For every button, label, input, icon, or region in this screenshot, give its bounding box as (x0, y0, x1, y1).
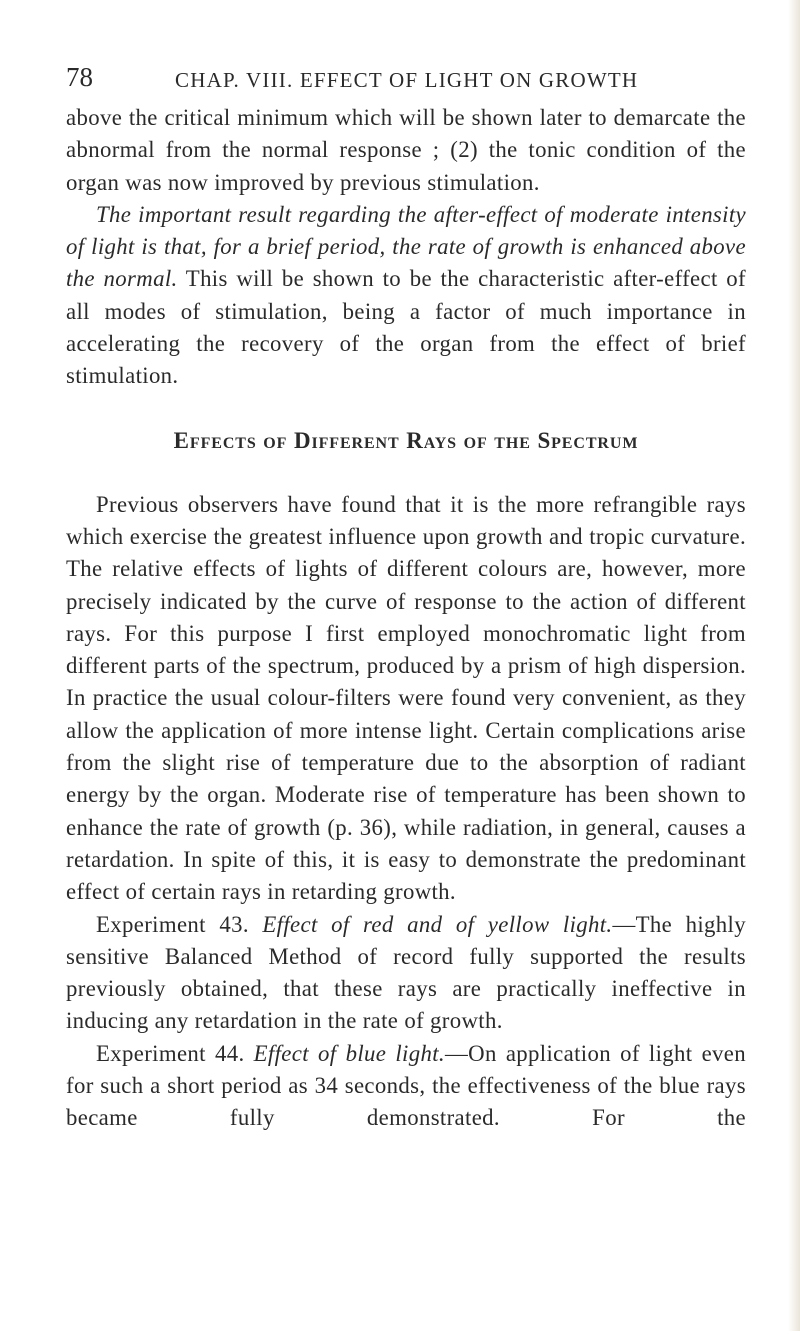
paragraph-previous-observers (66, 489, 746, 909)
paragraph-text: This will be shown to be the characteristic after-effect of all modes of stimulation, being a factor of much importance in accelerating the recovery of the organ from the effect of brief stimulation. (66, 266, 746, 389)
paragraph-text: Previous observers have found that it is the more refrangible rays which exercise the greatest influence upon growth and tropic curvature. The relative effects of lights of different colours are, however, more precisely indicated by the curve of response to the action of different rays. For this purpose I first employed monochromatic light from different parts of the spectrum, produced by a prism of high dispersion. In practice the usual colour-filters were found very convenient, as they allow the application of more intense light. Certain complications arise from the slight rise of temperature due to the absorption of radiant energy by the organ. Moderate rise of temperature has been shown to enhance the rate of growth (p. 36), while radiation, in general, causes a retardation. In spite of this, it is easy to demonstrate the predominant effect of certain rays in retarding growth. (66, 491, 746, 905)
paragraph-text: —On application of light even for such a short period as 34 seconds, the effectiveness of the blue rays became fully demonstrated. For the (66, 1040, 747, 1131)
paragraph-text: above the critical minimum which will be shown later to demarcate the abnormal from the normal response ; (2) the tonic condition of the organ was now improved by previous stimulation. (66, 105, 746, 195)
page-edge-shadow (788, 0, 800, 1331)
experiment-title: Effect of red and of yellow light. (262, 911, 613, 937)
experiment-title: Effect of blue light. (253, 1040, 445, 1066)
experiment-label: Experiment 44. (96, 1040, 254, 1066)
page-number: 78 (66, 62, 93, 92)
experiment-label: Experiment 43. (96, 911, 263, 937)
paragraph-continuation (66, 102, 746, 199)
body-text (66, 102, 746, 1135)
paragraph-experiment-43 (66, 909, 746, 1038)
page-header (66, 62, 746, 96)
running-head: CHAP. VIII. EFFECT OF LIGHT ON GROWTH (175, 68, 639, 92)
paragraph-experiment-44 (66, 1038, 746, 1135)
emphasized-statement: The important result regarding the after-effect of moderate intensity of light is that, for a brief period, the rate of growth is enhanced above the normal. (66, 201, 746, 292)
paragraph-after-effect (66, 199, 746, 393)
section-heading: Effects of Different Rays of the Spectrum (173, 427, 639, 453)
paragraph-text: —The highly sensitive Balanced Method of record fully supported the results previously obtained, that these rays are practically ineffective in inducing any retardation in the rate of growth. (66, 911, 746, 1034)
